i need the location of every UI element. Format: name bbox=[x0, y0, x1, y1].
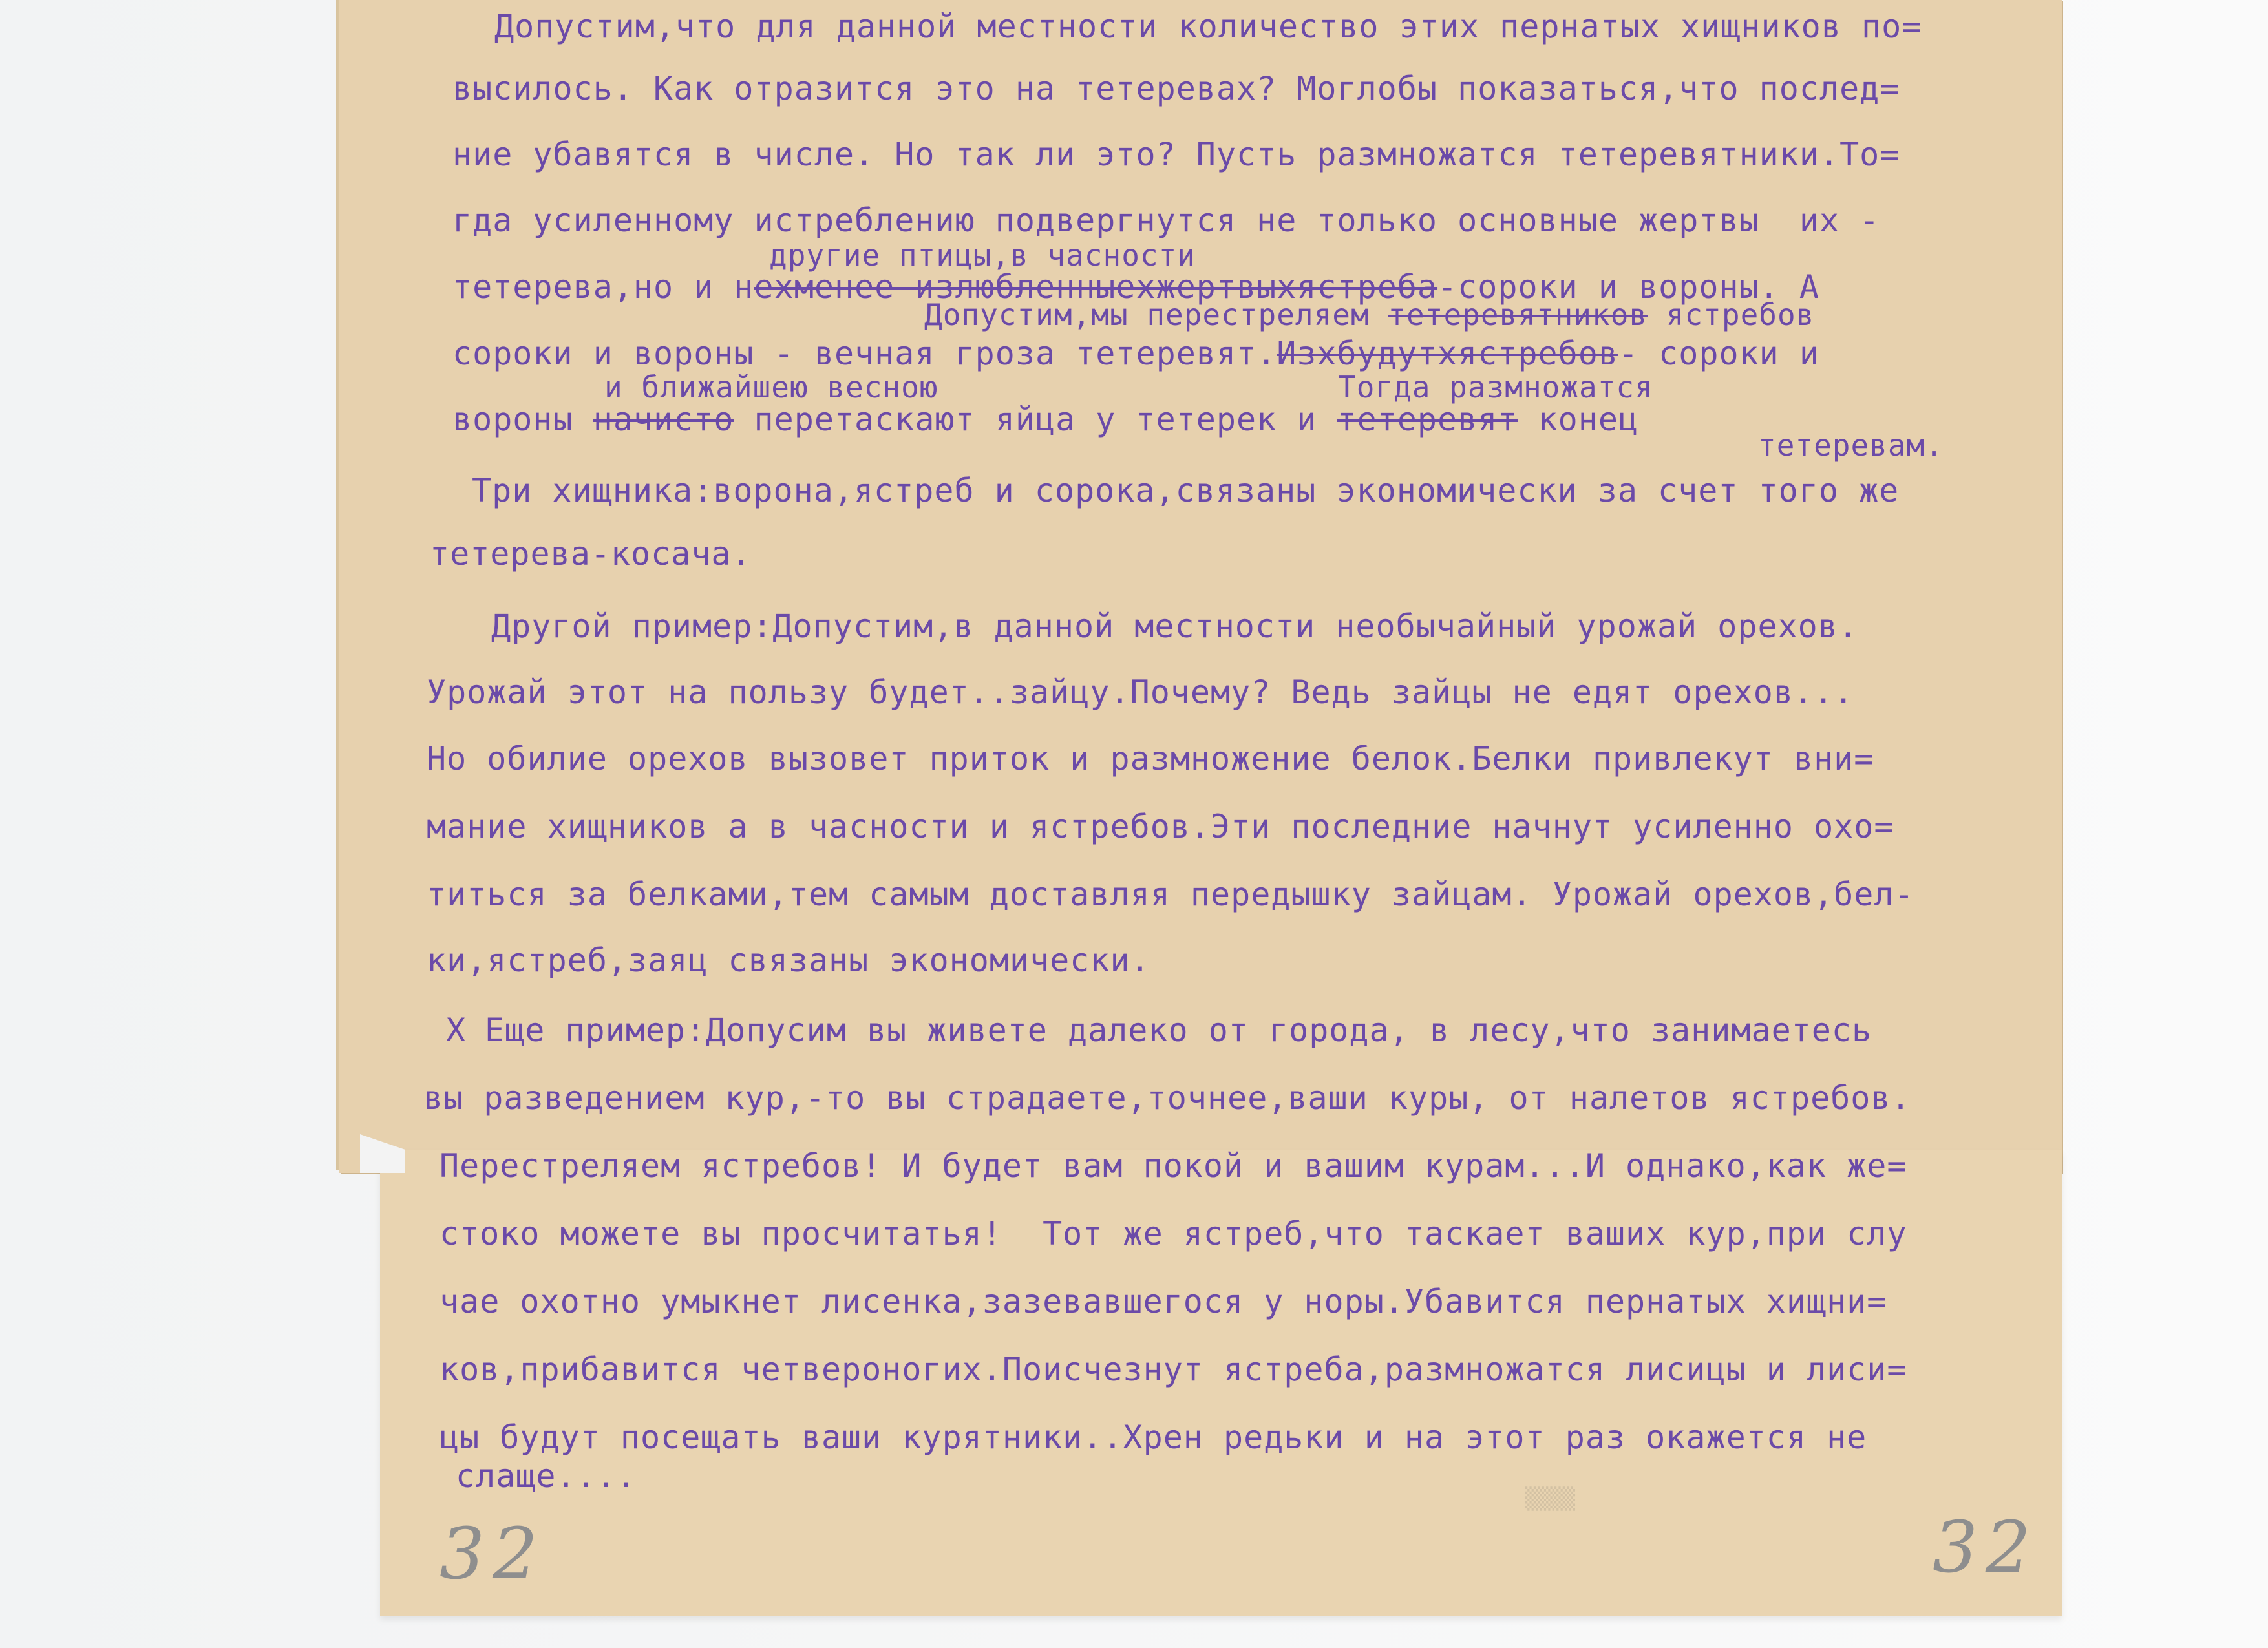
text-line: Еще пример:Допусим вы живете далеко от города, в лесу,что занимаетесь bbox=[485, 1011, 1872, 1049]
text-line: ки,ястреб,заяц связаны экономически. bbox=[427, 942, 1150, 979]
text-line: Допустим,что для данной местности количество этих пернатых хищников по= bbox=[494, 8, 1922, 45]
text-line: Другой пример:Допустим,в данной местности необычайный урожай орехов. bbox=[491, 607, 1858, 645]
text-line: Но обилие орехов вызовет приток и размножение белок.Белки привлекут вни= bbox=[427, 740, 1874, 777]
text-line: мание хищников а в часности и ястребов.Эти последние начнут усиленно охо= bbox=[427, 808, 1894, 845]
struck-text: тетеревятников bbox=[1388, 297, 1648, 332]
paper-sheet bbox=[339, 0, 2062, 1173]
text-line: Три хищника:ворона,ястреб и сорока,связаны экономически за счет того же bbox=[472, 472, 1900, 509]
page-number-left: 32 bbox=[440, 1512, 546, 1595]
text-fragment: ястребов bbox=[1648, 297, 1815, 332]
text-line: тетерева-косача. bbox=[430, 535, 752, 573]
text-line: ков,прибавится четвероногих.Поисчезнут ястреба,размножатся лисицы и лиси= bbox=[440, 1351, 1907, 1388]
text-line-edited bbox=[452, 335, 1819, 372]
insertion-text: Тогда размножатся bbox=[1338, 370, 1653, 405]
text-fragment: вороны bbox=[452, 401, 593, 438]
text-fragment: сороки и вороны - вечная гроза тетеревят. bbox=[452, 335, 1277, 372]
insertion-text: и ближайшею весною bbox=[604, 370, 938, 405]
text-line: высилось. Как отразится это на тетеревах? Моглобы показаться,что послед= bbox=[452, 70, 1900, 107]
paragraph-marker: X bbox=[446, 1011, 467, 1049]
struck-text: начисто bbox=[593, 401, 734, 438]
text-fragment: -сороки и вороны. А bbox=[1437, 268, 1819, 306]
text-line: гда усиленному истреблению подвергнутся не только основные жертвы их - bbox=[452, 202, 1880, 239]
struck-text: Изхбудутхястребов bbox=[1277, 335, 1618, 372]
page-number-right: 32 bbox=[1933, 1506, 2039, 1589]
text-line-edited bbox=[452, 401, 1638, 438]
text-line: Перестреляем ястребов! И будет вам покой и вашим курам...И однако,как же= bbox=[440, 1147, 1907, 1185]
archive-stamp: ▒▒▒▒ bbox=[1525, 1486, 1576, 1511]
text-line: вы разведением кур,-то вы страдаете,точнее,ваши куры, от налетов ястребов. bbox=[423, 1079, 1911, 1117]
text-line: чае охотно умыкнет лисенка,зазевавшегося у норы.Убавится пернатых хищни= bbox=[440, 1283, 1887, 1320]
text-fragment: - сороки и bbox=[1618, 335, 1819, 372]
text-line: титься за белками,тем самым доставляя передышку зайцам. Урожай орехов,бел- bbox=[427, 876, 1914, 913]
text-fragment: перетаскают яйца у тетерек и bbox=[734, 401, 1337, 438]
text-line: стоко можете вы просчитатья! Тот же ястреб,что таскает ваших кур,при слу bbox=[440, 1215, 1907, 1252]
text-line: слаще.... bbox=[456, 1457, 637, 1495]
text-fragment: конец bbox=[1518, 401, 1639, 438]
text-line: ние убавятся в числе. Но так ли это? Пусть размножатся тетеревятники.То= bbox=[452, 136, 1900, 173]
insertion-text: другие птицы,в часности bbox=[769, 238, 1196, 273]
text-fragment: тетерева,но и н bbox=[452, 268, 754, 306]
insertion-text bbox=[924, 297, 1814, 332]
text-line: цы будут посещать ваши курятники..Хрен редьки и на этот раз окажется не bbox=[440, 1419, 1867, 1456]
text-line: Урожай этот на пользу будет..зайцу.Почему? Ведь зайцы не едят орехов... bbox=[427, 673, 1854, 711]
insertion-text: тетеревам. bbox=[1758, 428, 1944, 463]
text-fragment: Допустим,мы перестреляем bbox=[924, 297, 1388, 332]
struck-text: ехменее излюбленныехжертвыхястреба bbox=[754, 268, 1438, 306]
struck-text: тетеревят bbox=[1337, 401, 1518, 438]
